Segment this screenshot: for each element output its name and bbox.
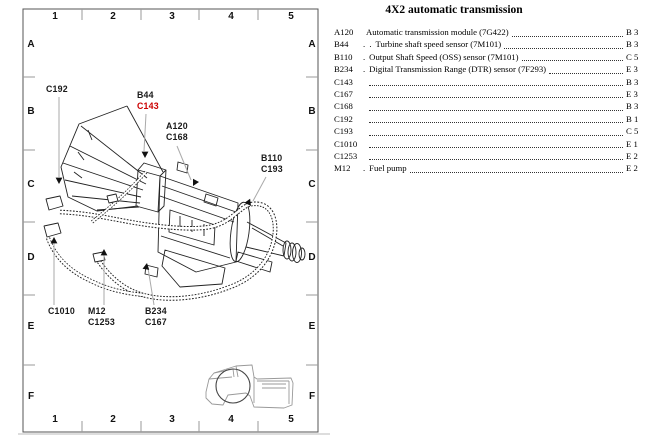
- legend-grid-ref: C 5: [626, 51, 639, 62]
- legend-code: B44: [334, 39, 349, 50]
- callout-label: C192: [46, 84, 68, 94]
- legend-code-dots: .: [363, 163, 367, 174]
- wiring-harness: [48, 172, 275, 298]
- legend-grid-ref: B 3: [626, 27, 639, 37]
- grid-col-label-top: 5: [288, 11, 294, 22]
- legend-code: A120: [334, 27, 354, 37]
- callout-label: C1010: [48, 306, 75, 316]
- callout-label: C1253: [88, 317, 115, 327]
- legend-dot-leader: [369, 150, 623, 161]
- legend-dot-leader: [369, 100, 623, 111]
- callout-label: C167: [145, 317, 167, 327]
- grid-row-label-left: B: [27, 106, 35, 117]
- legend-row: [334, 150, 648, 162]
- callout-label: B234: [145, 306, 167, 316]
- grid-row-label-right: C: [308, 179, 316, 190]
- legend-grid-ref: E 2: [626, 150, 638, 161]
- grid-col-label-top: 2: [110, 11, 116, 22]
- callout-label: C168: [166, 132, 188, 142]
- legend-dot-leader: [549, 63, 623, 74]
- callout-label: M12: [88, 306, 106, 316]
- legend-code: C193: [334, 126, 353, 137]
- callout-b44-c143: [137, 90, 159, 112]
- legend-row: [334, 26, 648, 38]
- grid-col-label-top: 4: [228, 11, 234, 22]
- legend-list: [334, 26, 648, 175]
- legend-grid-ref: E 3: [626, 88, 638, 99]
- grid-col-label-bottom: 2: [110, 414, 116, 425]
- legend-row: [334, 88, 648, 100]
- grid-row-label-left: D: [27, 252, 35, 263]
- grid-col-label-bottom: 4: [228, 414, 234, 425]
- callout-c192: [46, 84, 68, 95]
- legend-row: [334, 162, 648, 174]
- legend-code: M12: [334, 163, 351, 174]
- legend-row: [334, 63, 648, 75]
- grid-col-label-top: 3: [169, 11, 175, 22]
- legend-dot-leader: [369, 76, 623, 87]
- legend-desc: Turbine shaft speed sensor (7M101): [375, 39, 502, 50]
- legend-code: C167: [334, 88, 353, 99]
- legend-row: [334, 113, 648, 125]
- legend-code: C1253: [334, 150, 358, 161]
- grid-row-label-right: D: [308, 252, 316, 263]
- legend-title: 4X2 automatic transmission: [385, 4, 523, 16]
- legend-grid-ref: B 3: [626, 76, 639, 87]
- callout-b110-c193: [261, 153, 283, 175]
- main-case: [158, 162, 253, 287]
- legend-row: [334, 51, 648, 63]
- legend-row: [334, 138, 648, 150]
- locator-circle: [216, 369, 250, 403]
- legend-grid-ref: B 3: [626, 101, 639, 112]
- legend-code: B234: [334, 64, 353, 75]
- legend-code: C168: [334, 101, 353, 112]
- legend-dot-leader: [504, 38, 623, 49]
- legend-grid-ref: E 3: [626, 64, 638, 75]
- legend-row: [334, 100, 648, 112]
- leader-lines: [54, 97, 266, 305]
- grid-col-label-bottom: 5: [288, 414, 294, 425]
- legend-code: C192: [334, 113, 353, 124]
- grid-col-label-bottom: 1: [52, 414, 58, 425]
- legend-dot-leader: [410, 162, 623, 173]
- callout-label: B110: [261, 153, 283, 163]
- legend-dot-leader: [522, 51, 623, 62]
- legend-dot-leader: [512, 26, 623, 37]
- callout-a120-c168: [166, 121, 188, 143]
- callout-label: B44: [137, 90, 154, 100]
- grid-row-label-right: A: [308, 39, 316, 50]
- legend-dot-leader: [369, 125, 623, 136]
- legend-desc: Fuel pump: [369, 163, 407, 174]
- grid-row-label-left: F: [27, 391, 35, 402]
- callout-label: C193: [261, 164, 283, 174]
- callout-m12-c1253: [88, 306, 115, 328]
- legend-grid-ref: B 3: [626, 39, 639, 50]
- legend-grid-ref: E 1: [626, 138, 638, 149]
- legend-grid-ref: E 2: [626, 163, 638, 174]
- legend-row: [334, 76, 648, 88]
- grid-row-label-left: E: [27, 321, 35, 332]
- grid-row-label-left: C: [27, 179, 35, 190]
- callout-label-highlighted: C143: [137, 101, 159, 111]
- legend-code-dots: .: [363, 51, 367, 62]
- grid-col-label-top: 1: [52, 11, 58, 22]
- callout-label: A120: [166, 121, 188, 131]
- grid-row-label-right: E: [308, 321, 316, 332]
- grid-row-label-right: F: [308, 391, 316, 402]
- legend-dot-leader: [369, 88, 623, 99]
- legend-desc: Automatic transmission module (7G422): [366, 27, 509, 37]
- callout-b234-c167: [145, 306, 167, 328]
- grid-row-label-left: A: [27, 39, 35, 50]
- legend-grid-ref: C 5: [626, 126, 639, 137]
- legend-desc: Digital Transmission Range (DTR) sensor (7F293): [369, 64, 547, 75]
- legend-code-dots: .: [363, 64, 367, 75]
- callout-c1010: [48, 306, 75, 317]
- legend-grid-ref: B 1: [626, 113, 639, 124]
- legend-code: C1010: [334, 138, 358, 149]
- legend-desc: Output Shaft Speed (OSS) sensor (7M101): [369, 51, 519, 62]
- legend-row: [334, 125, 648, 137]
- grid-row-label-right: B: [308, 106, 316, 117]
- legend-dot-leader: [369, 113, 623, 124]
- legend-row: [334, 38, 648, 50]
- legend-code-dots: . .: [363, 39, 373, 50]
- tail-housing: [236, 222, 305, 272]
- legend-dot-leader: [369, 138, 623, 149]
- legend-code: B110: [334, 51, 353, 62]
- grid-col-label-bottom: 3: [169, 414, 175, 425]
- legend-code: C143: [334, 76, 353, 87]
